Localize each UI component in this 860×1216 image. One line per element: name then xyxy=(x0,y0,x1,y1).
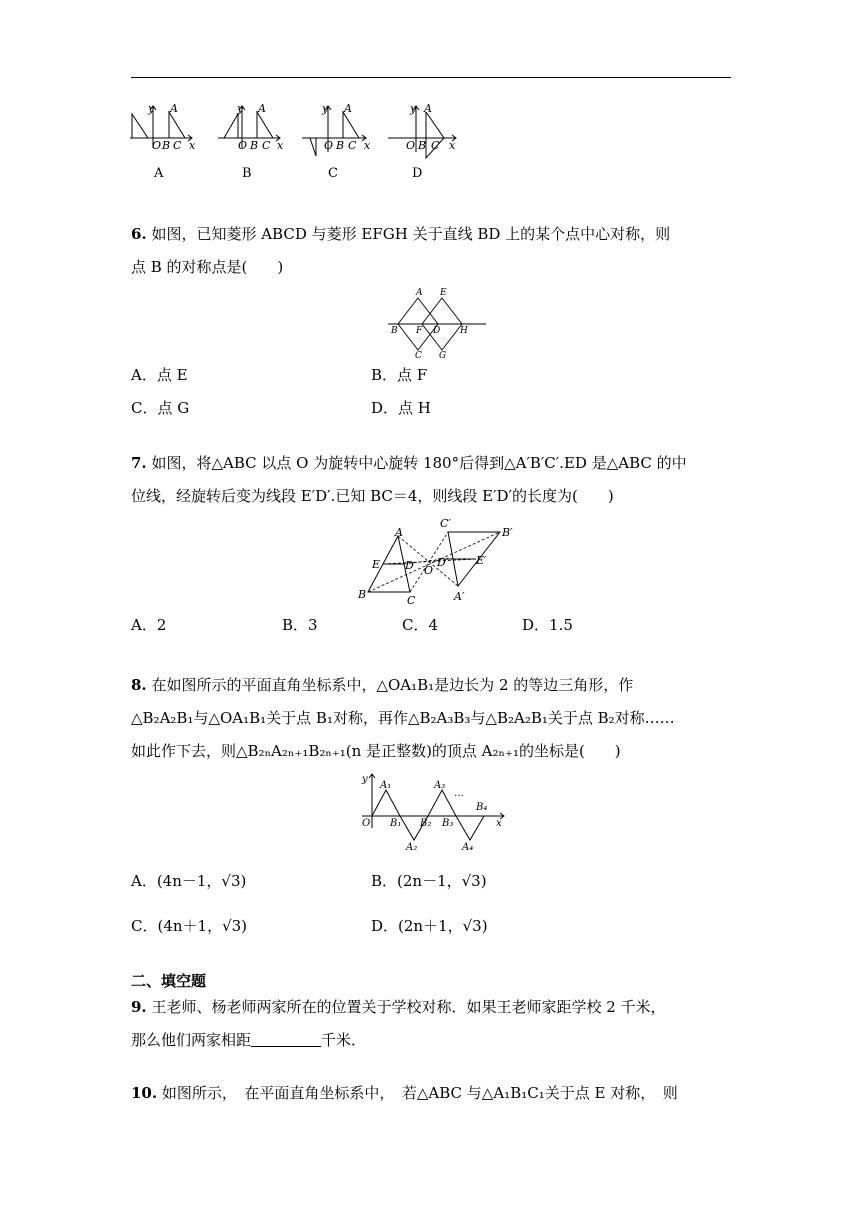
q7-fig-label-c-prime: C′ xyxy=(440,517,451,530)
q7-stem-text1: 如图，将△ABC 以点 O 为旋转中心旋转 180°后得到△A′B′C′.ED 是△ABC 的中 xyxy=(151,454,687,472)
svg-text:O: O xyxy=(324,139,334,152)
svg-text:O: O xyxy=(238,139,248,152)
q8-stem-line1 xyxy=(131,676,633,694)
q8-triangle-chain-figure xyxy=(358,770,508,853)
q9-stem-text2-pre: 那么他们两家相距 xyxy=(131,1031,252,1049)
svg-text:C: C xyxy=(431,139,440,152)
svg-text:y: y xyxy=(322,102,329,115)
q7-stem-line2: 位线，经旋转后变为线段 E′D′.已知 BC＝4，则线段 E′D′的长度为( ) xyxy=(131,487,614,505)
q6-number: 6. xyxy=(131,225,147,243)
q8-fig-label-b2: B₂ xyxy=(420,818,432,829)
q10-stem-text1: 如图所示， 在平面直角坐标系中， 若△ABC 与△A₁B₁C₁关于点 E 对称， 则 xyxy=(161,1084,678,1102)
q6-option-a[interactable]: A．点 E xyxy=(131,366,188,384)
svg-text:x: x xyxy=(189,139,196,152)
q7-fig-label-d-prime: D′ xyxy=(437,556,449,569)
q5-label-b: B xyxy=(242,166,252,181)
svg-text:A: A xyxy=(258,102,266,115)
q6-option-d[interactable]: D．点 H xyxy=(371,399,431,417)
q8-fig-label-ellipsis: … xyxy=(454,788,464,799)
q7-option-d[interactable]: D．1.5 xyxy=(522,616,573,634)
svg-text:A: A xyxy=(344,102,352,115)
q7-fig-label-e-prime: E′ xyxy=(476,554,487,567)
q7-fig-label-b-prime: B′ xyxy=(502,526,513,539)
q7-number: 7. xyxy=(131,454,147,472)
q7-stem-line1 xyxy=(131,454,687,472)
q9-stem-text2-post: 千米． xyxy=(321,1031,367,1049)
q5-label-c: C xyxy=(328,166,338,181)
q7-fig-label-o: O xyxy=(424,564,434,577)
q7-fig-label-a-prime: A′ xyxy=(454,590,465,603)
q8-fig-label-b1: B₁ xyxy=(390,818,402,829)
q8-option-b[interactable]: B．(2n－1，√3) xyxy=(371,872,487,890)
q8-fig-label-a2: A₂ xyxy=(406,842,418,853)
svg-text:x: x xyxy=(364,139,371,152)
q8-stem-line2: △B₂A₂B₁与△OA₁B₁关于点 B₁对称，再作△B₂A₃B₃与△B₂A₂B₁关于点 B₂对称…… xyxy=(131,709,675,727)
q6-stem-line1 xyxy=(131,225,670,243)
section-title-fill-in: 二、填空题 xyxy=(131,972,207,990)
q6-fig-label-b: B xyxy=(391,326,398,336)
q8-option-a[interactable]: A．(4n－1，√3) xyxy=(131,872,247,890)
svg-text:B: B xyxy=(336,139,345,152)
q7-fig-label-b: B xyxy=(358,588,367,601)
q8-option-c[interactable]: C．(4n＋1，√3) xyxy=(131,917,248,935)
svg-text:y: y xyxy=(410,102,417,115)
q6-fig-label-c: C xyxy=(415,351,422,361)
svg-text:C: C xyxy=(173,139,182,152)
q6-fig-label-g: G xyxy=(439,351,447,361)
q10-stem-line1 xyxy=(131,1084,678,1102)
q7-fig-label-a: A xyxy=(395,526,403,539)
q5-label-a: A xyxy=(154,166,164,181)
q6-fig-label-d: D xyxy=(433,326,441,336)
q5-label-d: D xyxy=(412,166,423,181)
svg-text:C: C xyxy=(262,139,271,152)
q9-answer-blank[interactable] xyxy=(251,1032,321,1047)
q6-fig-label-h: H xyxy=(460,326,468,336)
q8-stem-line3: 如此作下去，则△B₂ₙA₂ₙ₊₁B₂ₙ₊₁(n 是正整数)的顶点 A₂ₙ₊₁的坐标是( ) xyxy=(131,742,621,760)
q6-fig-label-e: E xyxy=(440,288,447,298)
svg-text:x: x xyxy=(449,139,456,152)
q8-fig-label-b3: B₃ xyxy=(442,818,454,829)
q8-fig-label-a3: A₃ xyxy=(434,780,446,791)
svg-text:y: y xyxy=(237,102,244,115)
svg-text:B: B xyxy=(418,139,427,152)
q6-fig-label-f: F xyxy=(416,326,423,336)
q8-option-d[interactable]: D．(2n＋1，√3) xyxy=(371,917,488,935)
q9-stem-line2 xyxy=(131,1031,366,1049)
q9-stem-text1: 王老师、杨老师两家所在的位置关于学校对称．如果王老师家距学校 2 千米， xyxy=(151,998,666,1016)
q8-fig-label-y: y xyxy=(362,774,368,785)
q8-stem-text1: 在如图所示的平面直角坐标系中，△OA₁B₁是边长为 2 的等边三角形，作 xyxy=(151,676,634,694)
q7-fig-label-d: D xyxy=(405,559,414,572)
svg-text:B: B xyxy=(162,139,171,152)
q6-option-b[interactable]: B．点 F xyxy=(371,366,428,384)
q8-fig-label-b4: B₄ xyxy=(476,802,488,813)
q6-option-c[interactable]: C．点 G xyxy=(131,399,190,417)
header-rule xyxy=(131,77,731,78)
svg-text:y: y xyxy=(148,102,155,115)
svg-text:O: O xyxy=(406,139,416,152)
q5-figures xyxy=(126,100,466,182)
q8-fig-label-x: x xyxy=(496,818,502,829)
q8-fig-label-o: O xyxy=(362,818,371,829)
q7-fig-label-c: C xyxy=(407,594,416,607)
q10-number: 10. xyxy=(131,1084,158,1102)
q6-rhombus-figure xyxy=(388,286,488,361)
q8-number: 8. xyxy=(131,676,147,694)
q8-fig-label-a1: A₁ xyxy=(380,780,392,791)
q6-fig-label-a: A xyxy=(416,288,423,298)
q7-option-a[interactable]: A．2 xyxy=(131,616,167,634)
svg-text:x: x xyxy=(277,139,284,152)
svg-text:C: C xyxy=(348,139,357,152)
q9-number: 9. xyxy=(131,998,147,1016)
svg-text:A: A xyxy=(170,102,178,115)
q6-stem-line2: 点 B 的对称点是( ) xyxy=(131,258,284,276)
q8-fig-label-a4: A₄ xyxy=(462,842,474,853)
q9-stem-line1 xyxy=(131,998,666,1016)
q7-option-b[interactable]: B．3 xyxy=(282,616,318,634)
q6-stem-text1: 如图，已知菱形 ABCD 与菱形 EFGH 关于直线 BD 上的某个点中心对称，则 xyxy=(151,225,671,243)
q7-option-c[interactable]: C．4 xyxy=(402,616,439,634)
svg-text:B: B xyxy=(250,139,259,152)
q7-rotation-figure xyxy=(354,514,514,606)
svg-text:O: O xyxy=(152,139,162,152)
svg-text:A: A xyxy=(424,102,432,115)
q7-fig-label-e: E xyxy=(372,558,381,571)
